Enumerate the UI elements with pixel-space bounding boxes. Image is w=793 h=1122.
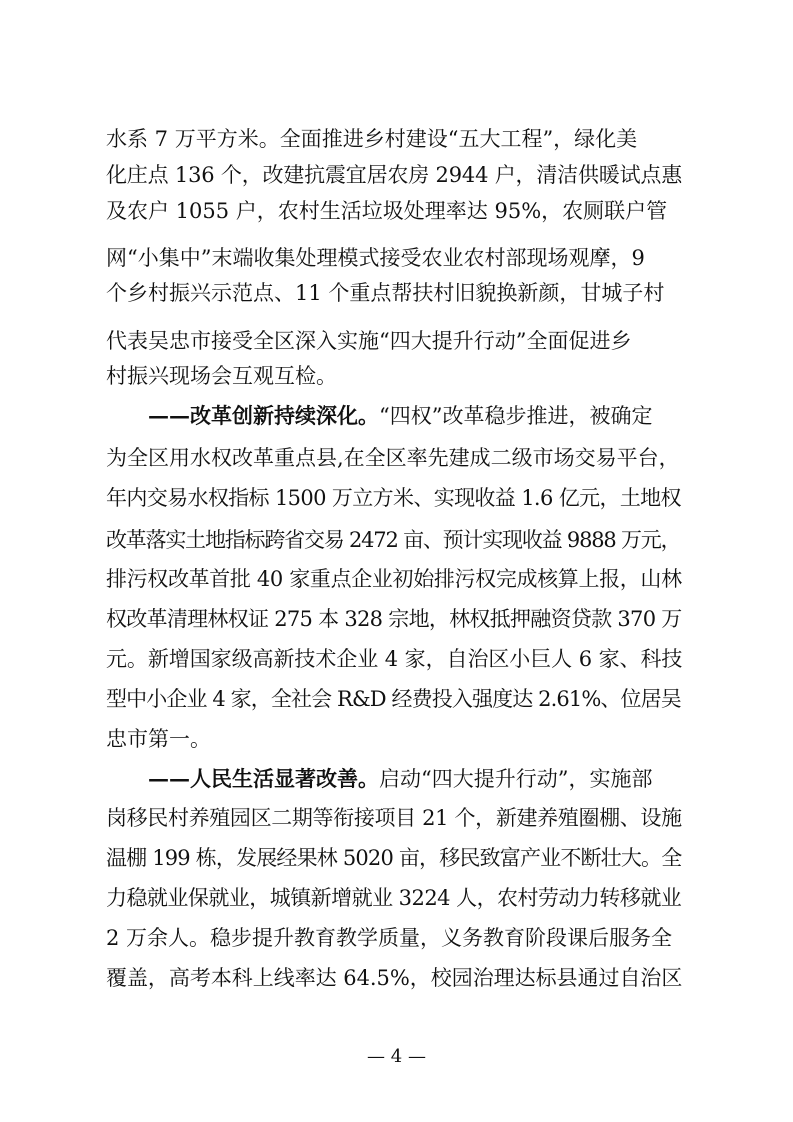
text-line: 权改革清理林权证 275 本 328 宗地，林权抵押融资贷款 370 万 bbox=[106, 607, 682, 631]
text-line: 水系 7 万平方米。全面推进乡村建设“五大工程”，绿化美 bbox=[106, 127, 638, 151]
text-line: 为全区用水权改革重点县,在全区率先建成二级市场交易平台， bbox=[106, 446, 680, 470]
section-heading-line bbox=[148, 403, 682, 429]
page-number: — 4 — bbox=[367, 1046, 426, 1067]
text-line: 排污权改革首批 40 家重点企业初始排污权完成核算上报，山林 bbox=[106, 567, 682, 591]
text-line: 元。新增国家级高新技术企业 4 家，自治区小巨人 6 家、科技 bbox=[106, 647, 682, 671]
text-line: 型中小企业 4 家，全社会 R&D 经费投入强度达 2.61%、位居吴 bbox=[106, 687, 681, 711]
text-line: 年内交易水权指标 1500 万立方米、实现收益 1.6 亿元，土地权 bbox=[106, 486, 681, 510]
text-line: 忠市第一。 bbox=[106, 727, 211, 751]
section-heading-reform: ——改革创新持续深化。 bbox=[148, 403, 379, 428]
text-line: 力稳就业保就业，城镇新增就业 3224 人，农村劳动力转移就业 bbox=[106, 886, 682, 910]
heading-line-text: “四权”改革稳步推进，被确定 bbox=[379, 404, 653, 428]
section-heading-line bbox=[148, 766, 682, 792]
text-line: 覆盖，高考本科上线率达 64.5%，校园治理达标县通过自治区 bbox=[106, 966, 682, 990]
heading-line-text: 启动“四大提升行动”，实施部 bbox=[379, 767, 653, 791]
text-line: 代表吴忠市接受全区深入实施“四大提升行动”全面促进乡 bbox=[106, 329, 632, 353]
text-line: 及农户 1055 户，农村生活垃圾处理率达 95%，农厕联户管 bbox=[106, 199, 668, 223]
text-line: 化庄点 136 个，改建抗震宜居农房 2944 户，清洁供暖试点惠 bbox=[106, 163, 682, 187]
text-line: 岗移民村养殖园区二期等衔接项目 21 个，新建养殖圈棚、设施 bbox=[106, 806, 682, 830]
section-heading-livelihood: ——人民生活显著改善。 bbox=[148, 766, 379, 791]
text-line: 温棚 199 栋，发展经果林 5020 亩，移民致富产业不断壮大。全 bbox=[106, 846, 682, 870]
text-line: 个乡村振兴示范点、11 个重点帮扶村旧貌换新颜，甘城子村 bbox=[106, 281, 665, 305]
text-line: 村振兴现场会互观互检。 bbox=[106, 364, 337, 388]
text-line: 网“小集中”末端收集处理模式接受农业农村部现场观摩，9 bbox=[106, 246, 645, 270]
text-line: 改革落实土地指标跨省交易 2472 亩、预计实现收益 9888 万元， bbox=[106, 528, 681, 552]
text-line: 2 万余人。稳步提升教育教学质量，义务教育阶段课后服务全 bbox=[106, 926, 673, 950]
